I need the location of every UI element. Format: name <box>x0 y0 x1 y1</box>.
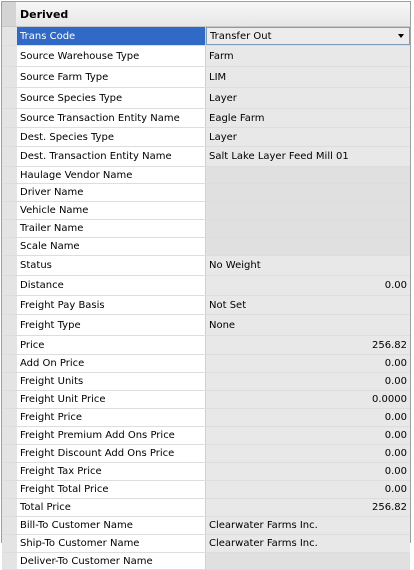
property-value-text: Transfer Out <box>210 30 272 42</box>
property-value[interactable] <box>206 167 410 183</box>
property-row[interactable] <box>2 315 410 336</box>
property-name[interactable]: Source Transaction Entity Name <box>17 109 206 127</box>
property-value[interactable]: Farm <box>206 46 410 66</box>
property-row[interactable] <box>2 167 410 184</box>
property-row[interactable] <box>2 535 410 553</box>
property-value[interactable]: 0.00 <box>206 276 410 295</box>
row-gutter <box>2 409 17 426</box>
category-gutter <box>2 2 16 26</box>
property-name[interactable]: Freight Price <box>17 409 206 426</box>
row-gutter <box>2 67 17 87</box>
row-gutter <box>2 147 17 166</box>
property-name[interactable]: Price <box>17 336 206 354</box>
row-gutter <box>2 445 17 462</box>
property-value[interactable]: Clearwater Farms Inc. <box>206 535 410 552</box>
property-row[interactable] <box>2 184 410 202</box>
property-name[interactable]: Freight Unit Price <box>17 391 206 408</box>
property-row[interactable] <box>2 46 410 67</box>
row-gutter <box>2 27 17 45</box>
property-name[interactable]: Freight Units <box>17 373 206 390</box>
property-value[interactable]: 0.00 <box>206 481 410 498</box>
property-name[interactable]: Freight Premium Add Ons Price <box>17 427 206 444</box>
row-gutter <box>2 355 17 372</box>
property-row[interactable] <box>2 276 410 296</box>
row-gutter <box>2 517 17 534</box>
property-row[interactable] <box>2 427 410 445</box>
row-gutter <box>2 46 17 66</box>
trans-code-select[interactable] <box>206 27 410 45</box>
property-value[interactable]: Layer <box>206 128 410 146</box>
row-gutter <box>2 315 17 335</box>
property-row[interactable] <box>2 517 410 535</box>
property-value[interactable]: Not Set <box>206 296 410 314</box>
property-row[interactable] <box>2 128 410 147</box>
row-gutter <box>2 463 17 480</box>
property-value[interactable]: 256.82 <box>206 499 410 516</box>
property-name[interactable]: Distance <box>17 276 206 295</box>
row-gutter <box>2 220 17 237</box>
property-name[interactable]: Freight Type <box>17 315 206 335</box>
row-gutter <box>2 184 17 201</box>
property-value[interactable]: 0.00 <box>206 463 410 480</box>
property-row[interactable] <box>2 553 410 570</box>
row-gutter <box>2 296 17 314</box>
property-value[interactable]: None <box>206 315 410 335</box>
property-value[interactable]: 0.00 <box>206 355 410 372</box>
property-row[interactable] <box>2 463 410 481</box>
property-name[interactable]: Source Farm Type <box>17 67 206 87</box>
category-label: Derived <box>20 7 69 21</box>
property-name[interactable]: Dest. Transaction Entity Name <box>17 147 206 166</box>
property-row[interactable] <box>2 88 410 109</box>
row-gutter <box>2 256 17 275</box>
property-name[interactable]: Bill-To Customer Name <box>17 517 206 534</box>
property-value[interactable]: LIM <box>206 67 410 87</box>
property-value[interactable]: 0.00 <box>206 445 410 462</box>
row-gutter <box>2 535 17 552</box>
property-name[interactable]: Dest. Species Type <box>17 128 206 146</box>
property-value[interactable] <box>206 238 410 255</box>
row-gutter <box>2 553 17 569</box>
chevron-down-icon[interactable] <box>398 34 404 38</box>
row-gutter <box>2 427 17 444</box>
property-name[interactable]: Trailer Name <box>17 220 206 237</box>
property-rows <box>2 27 410 570</box>
property-value[interactable]: 0.00 <box>206 427 410 444</box>
property-row[interactable] <box>2 27 410 46</box>
property-value[interactable]: Clearwater Farms Inc. <box>206 517 410 534</box>
property-row[interactable] <box>2 409 410 427</box>
row-gutter <box>2 128 17 146</box>
property-name[interactable]: Total Price <box>17 499 206 516</box>
property-name[interactable]: Freight Discount Add Ons Price <box>17 445 206 462</box>
property-row[interactable] <box>2 373 410 391</box>
property-row[interactable] <box>2 355 410 373</box>
property-row[interactable] <box>2 238 410 256</box>
property-name[interactable]: Vehicle Name <box>17 202 206 219</box>
row-gutter <box>2 238 17 255</box>
property-name[interactable]: Trans Code <box>17 27 206 45</box>
row-gutter <box>2 481 17 498</box>
row-gutter <box>2 276 17 295</box>
row-gutter <box>2 391 17 408</box>
row-gutter <box>2 167 17 183</box>
property-row[interactable] <box>2 109 410 128</box>
property-value[interactable]: 256.82 <box>206 336 410 354</box>
row-gutter <box>2 336 17 354</box>
property-row[interactable] <box>2 296 410 315</box>
property-name[interactable]: Driver Name <box>17 184 206 201</box>
property-row[interactable] <box>2 256 410 276</box>
property-name[interactable]: Source Species Type <box>17 88 206 108</box>
row-gutter <box>2 88 17 108</box>
property-grid <box>1 1 411 567</box>
row-gutter <box>2 499 17 516</box>
property-row[interactable] <box>2 220 410 238</box>
property-name[interactable]: Haulage Vendor Name <box>17 167 206 183</box>
property-value[interactable]: 0.0000 <box>206 391 410 408</box>
property-value[interactable] <box>206 220 410 237</box>
property-value[interactable] <box>206 202 410 219</box>
property-row[interactable] <box>2 147 410 167</box>
property-value[interactable]: 0.00 <box>206 373 410 390</box>
property-row[interactable] <box>2 445 410 463</box>
property-value[interactable] <box>206 184 410 201</box>
property-value[interactable]: Salt Lake Layer Feed Mill 01 <box>206 147 410 166</box>
property-value[interactable]: No Weight <box>206 256 410 275</box>
property-name[interactable]: Scale Name <box>17 238 206 255</box>
property-name[interactable]: Add On Price <box>17 355 206 372</box>
property-row[interactable] <box>2 481 410 499</box>
property-name[interactable]: Freight Pay Basis <box>17 296 206 314</box>
property-name[interactable]: Freight Tax Price <box>17 463 206 480</box>
category-header-derived[interactable] <box>2 2 410 27</box>
property-value[interactable]: Eagle Farm <box>206 109 410 127</box>
row-gutter <box>2 202 17 219</box>
property-row[interactable] <box>2 499 410 517</box>
row-gutter <box>2 109 17 127</box>
row-gutter <box>2 373 17 390</box>
property-name[interactable]: Status <box>17 256 206 275</box>
property-name[interactable]: Freight Total Price <box>17 481 206 498</box>
property-row[interactable] <box>2 336 410 355</box>
property-value[interactable]: 0.00 <box>206 409 410 426</box>
property-row[interactable] <box>2 202 410 220</box>
property-value[interactable] <box>206 553 410 569</box>
property-name[interactable]: Ship-To Customer Name <box>17 535 206 552</box>
property-value[interactable]: Layer <box>206 88 410 108</box>
property-name[interactable]: Source Warehouse Type <box>17 46 206 66</box>
property-row[interactable] <box>2 67 410 88</box>
property-row[interactable] <box>2 391 410 409</box>
property-name[interactable]: Deliver-To Customer Name <box>17 553 206 569</box>
